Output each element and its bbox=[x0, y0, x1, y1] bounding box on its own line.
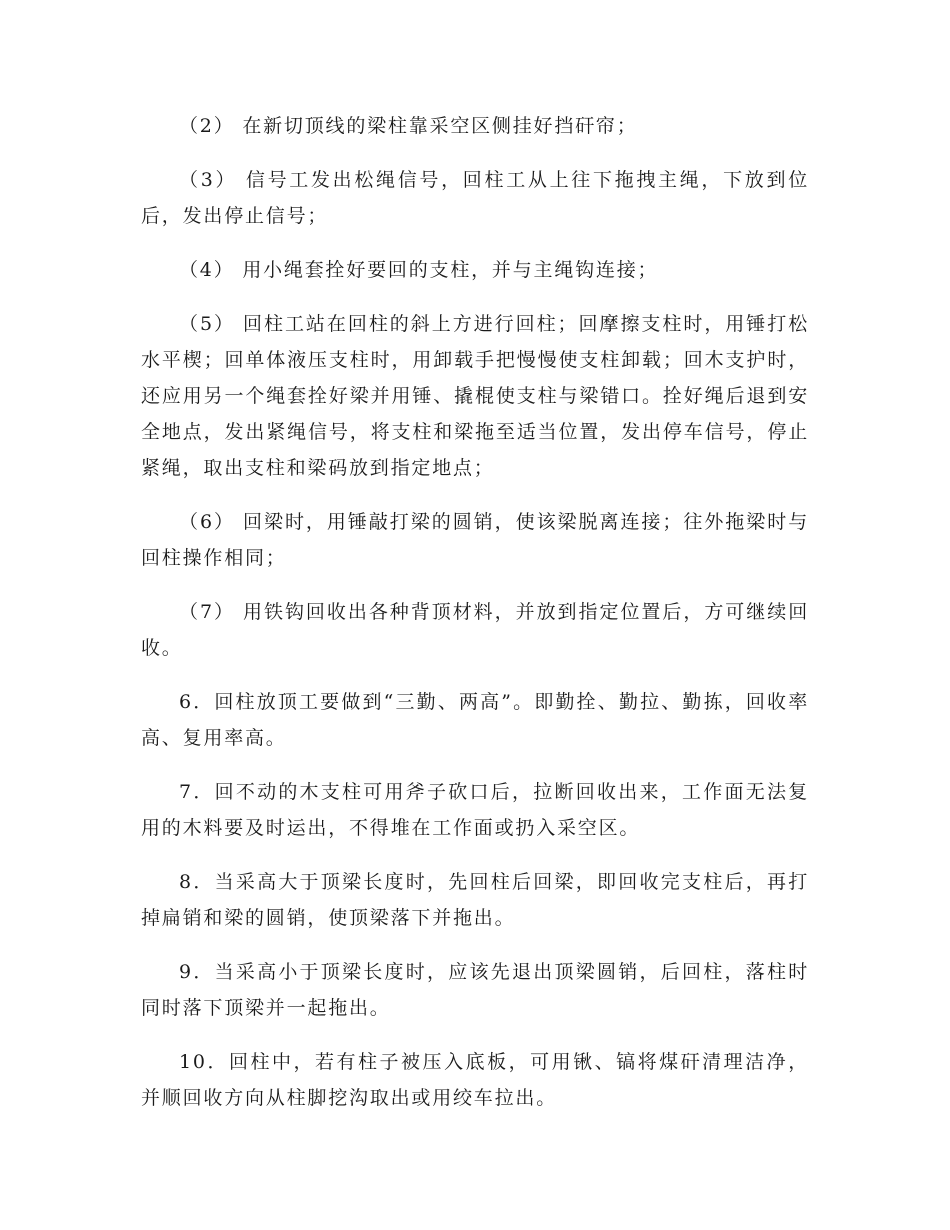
paragraph-step-3: （3） 信号工发出松绳信号，回柱工从上往下拖拽主绳，下放到位后，发出停止信号； bbox=[141, 169, 809, 227]
paragraph-item-7: 7．回不动的木支柱可用斧子砍口后，拉断回收出来，工作面无法复用的木料要及时运出，不得堆在工作面或扔入采空区。 bbox=[141, 781, 809, 839]
paragraph-item-8: 8．当采高大于顶梁长度时，先回柱后回梁，即回收完支柱后，再打掉扁销和梁的圆销，使顶梁落下并拖出。 bbox=[141, 871, 809, 929]
paragraph-step-4: （4） 用小绳套拴好要回的支柱，并与主绳钩连接； bbox=[179, 259, 659, 281]
paragraph-step-6: （6） 回梁时，用锤敲打梁的圆销，使该梁脱离连接；往外拖梁时与回柱操作相同； bbox=[141, 511, 809, 569]
paragraph-step-2: （2） 在新切顶线的梁柱靠采空区侧挂好挡矸帘； bbox=[179, 115, 638, 137]
paragraph-item-9: 9．当采高小于顶梁长度时，应该先退出顶梁圆销，后回柱，落柱时同时落下顶梁并一起拖出。 bbox=[141, 961, 809, 1019]
paragraph-step-7: （7） 用铁钩回收出各种背顶材料，并放到指定位置后，方可继续回收。 bbox=[141, 601, 809, 659]
document-body bbox=[141, 108, 809, 1134]
paragraph-step-5: （5） 回柱工站在回柱的斜上方进行回柱；回摩擦支柱时，用锤打松水平楔；回单体液压支柱时，用卸载手把慢慢使支柱卸载；回木支护时，还应用另一个绳套拴好梁并用锤、撬棍使支柱与梁错口。拴好绳后退到安全地点，发出紧绳信号，将支柱和梁拖至适当位置，发出停车信号，停止紧绳，取出支柱和梁码放到指定地点； bbox=[141, 313, 809, 479]
paragraph-item-10: 10．回柱中，若有柱子被压入底板，可用锹、镐将煤矸清理洁净，并顺回收方向从柱脚挖沟取出或用绞车拉出。 bbox=[141, 1051, 809, 1109]
paragraph-item-6: 6．回柱放顶工要做到“三勤、两高”。即勤拴、勤拉、勤拣，回收率高、复用率高。 bbox=[141, 691, 809, 749]
